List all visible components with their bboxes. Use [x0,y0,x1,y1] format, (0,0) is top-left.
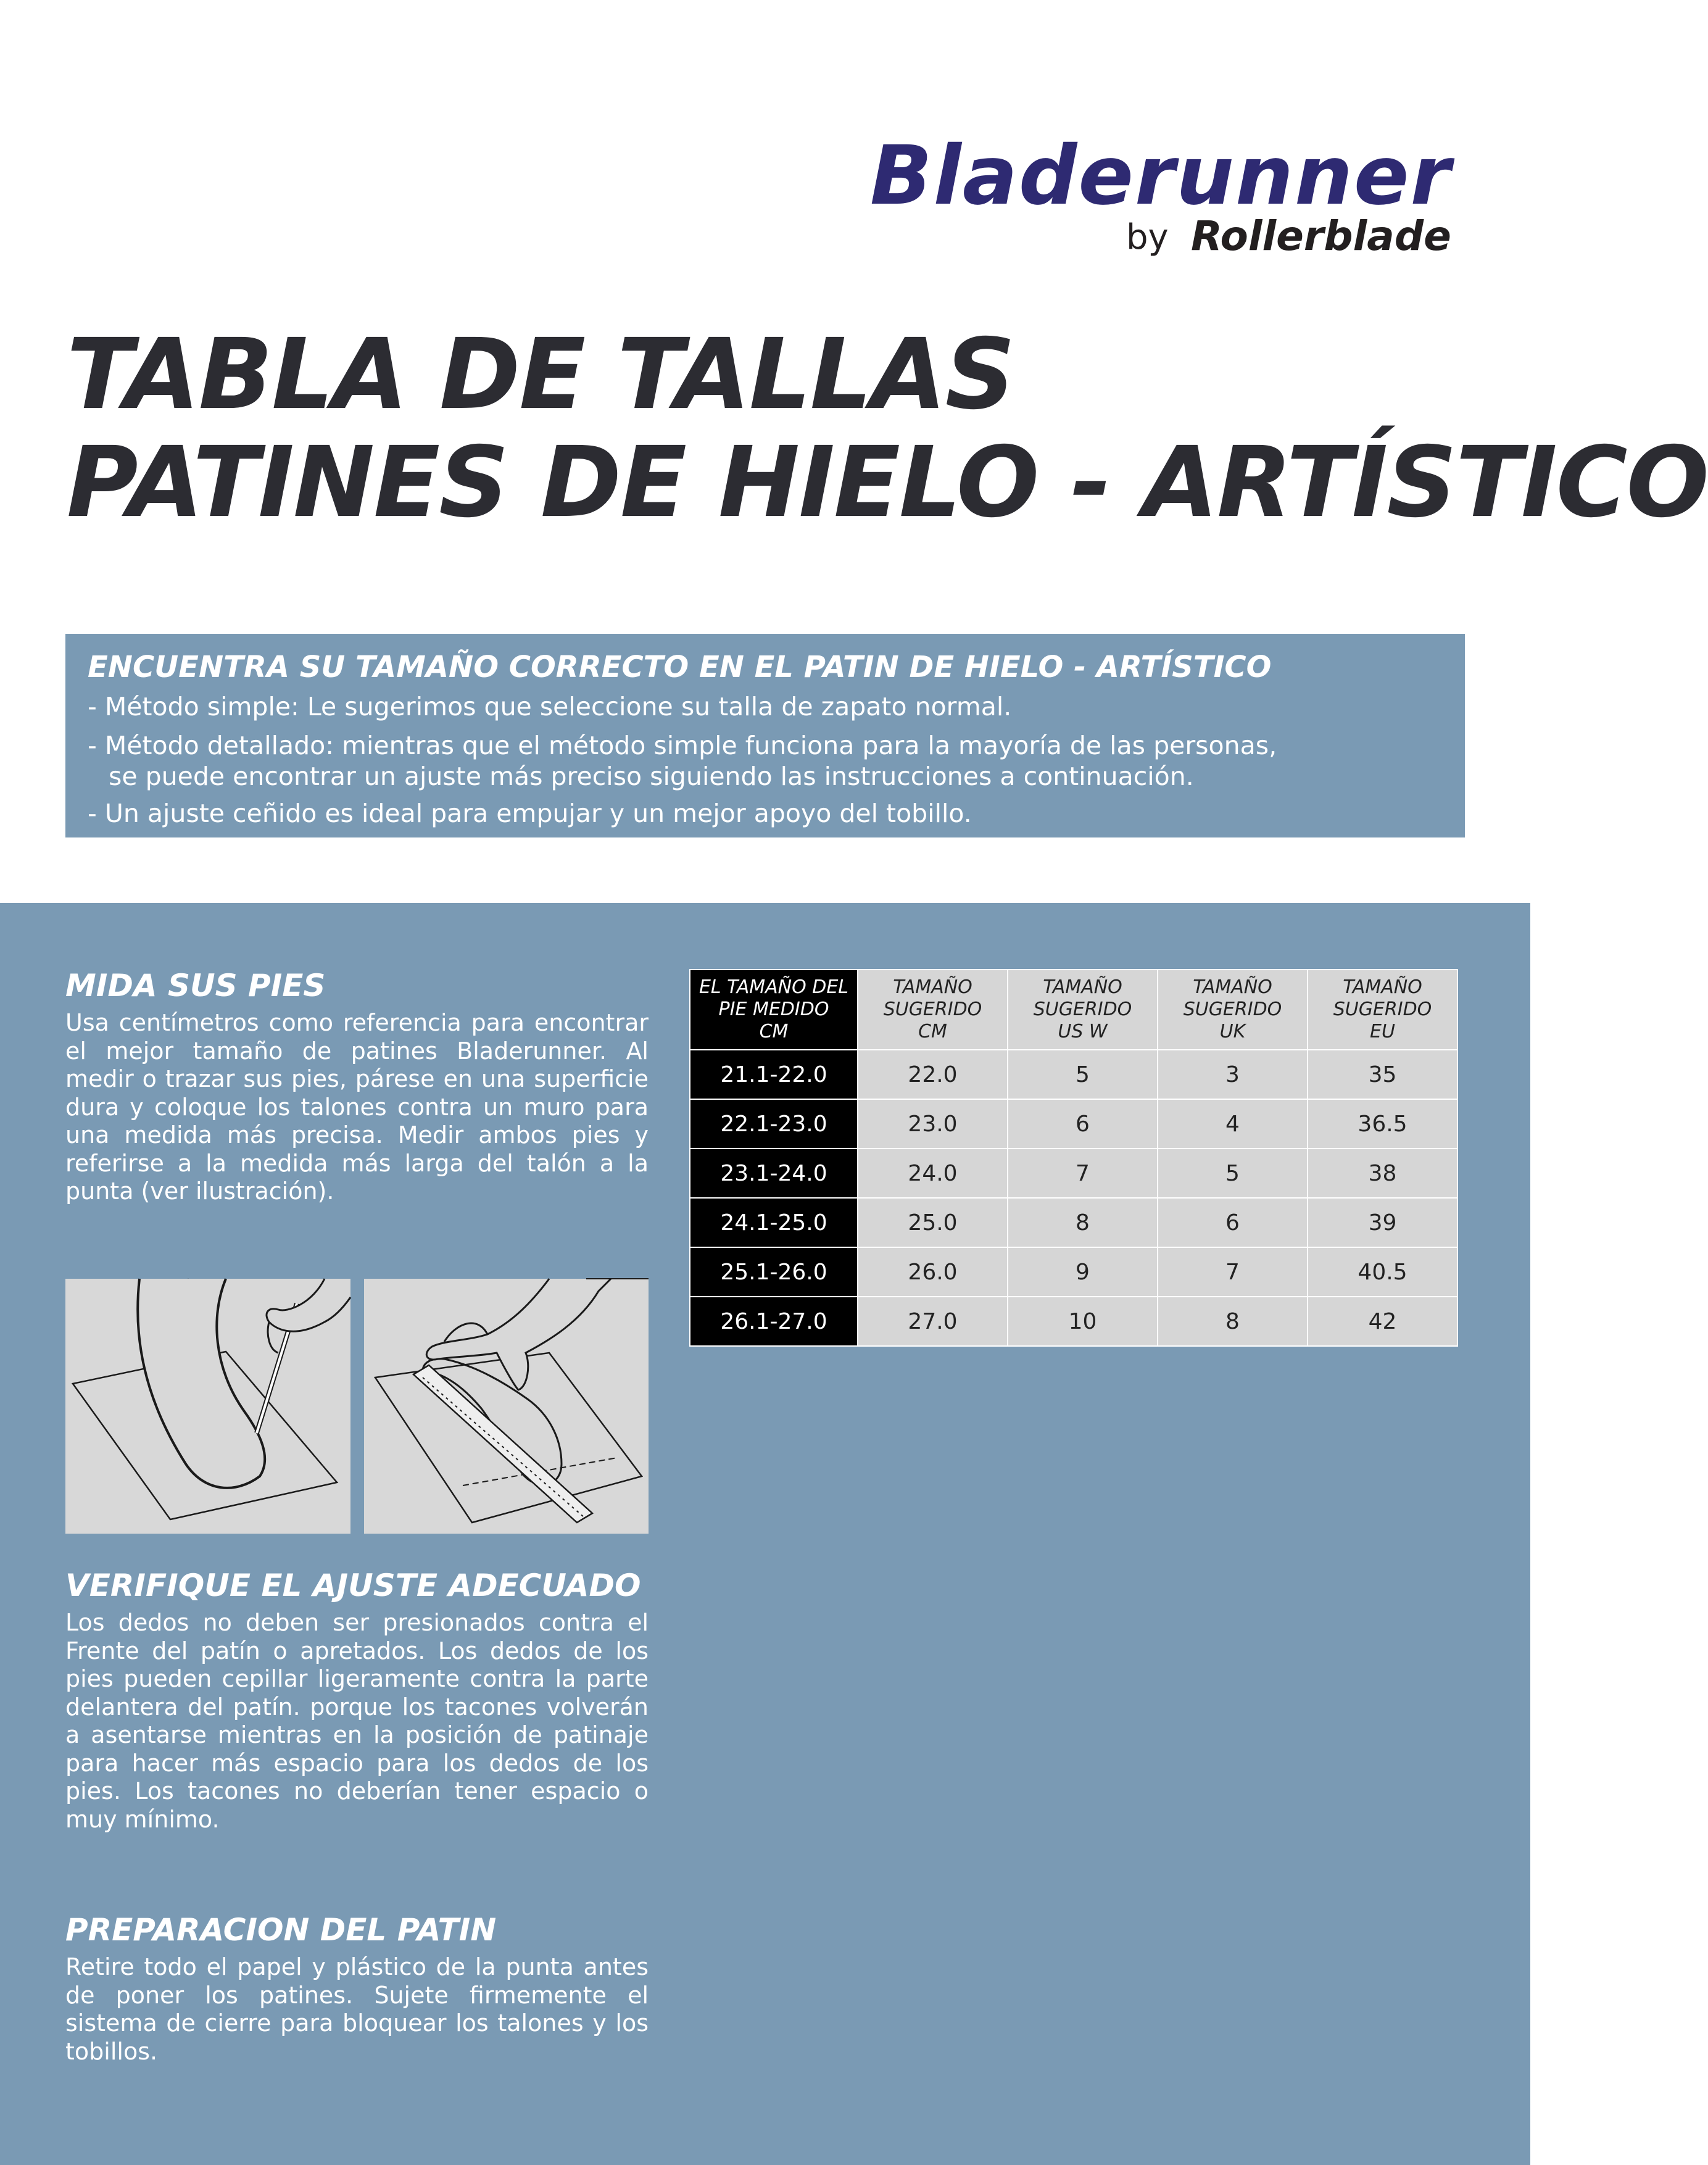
page-title-line2: PATINES DE HIELO - ARTÍSTICO [67,426,1708,539]
brand-logo: Bladerunner [870,128,1452,223]
table-row [690,1198,1457,1247]
suggested-cm-cell: 23.0 [858,1099,1008,1149]
foot-measure-drawing [364,1279,649,1534]
suggested-us-w-cell: 7 [1008,1149,1158,1198]
suggested-us-w-cell: 5 [1008,1050,1158,1099]
page-title-line1: TABLA DE TALLAS [67,318,1014,431]
header-line: TAMAÑO [1193,976,1272,998]
suggested-eu-cell: 36.5 [1308,1099,1457,1149]
measured-cm-cell: 21.1-22.0 [690,1050,858,1099]
measured-cm-cell: 22.1-23.0 [690,1099,858,1149]
suggested-us-w-cell: 6 [1008,1099,1158,1149]
suggested-eu-cell: 40.5 [1308,1247,1457,1297]
suggested-uk-cell: 3 [1158,1050,1308,1099]
intro-item: se puede encontrar un ajuste más preciso siguiendo las instrucciones a continuación. [109,762,1194,791]
suggested-uk-cell: 6 [1158,1198,1308,1247]
header-line: CM [759,1021,789,1042]
suggested-uk-cell: 5 [1158,1149,1308,1198]
size-chart-table [689,969,1458,1347]
header-line: CM [918,1021,947,1042]
measured-cm-cell: 25.1-26.0 [690,1247,858,1297]
column-header-measured-cm [690,970,858,1050]
intro-item: - Método detallado: mientras que el método simple funciona para la mayoría de las personas, [88,731,1277,760]
column-header-suggested-cm [858,970,1008,1050]
section-heading-fit: VERIFIQUE EL AJUSTE ADECUADO [65,1568,641,1603]
suggested-eu-cell: 38 [1308,1149,1457,1198]
table-row [690,1149,1457,1198]
table-row [690,1297,1457,1346]
column-header-suggested-us-w [1008,970,1158,1050]
header-line: SUGERIDO [1183,999,1282,1020]
suggested-cm-cell: 25.0 [858,1198,1008,1247]
intro-item: - Método simple: Le sugerimos que seleccione su talla de zapato normal. [88,692,1012,721]
suggested-cm-cell: 26.0 [858,1247,1008,1297]
section-heading-measure: MIDA SUS PIES [65,968,326,1004]
table-row [690,1099,1457,1149]
brand-logo-rollerblade: Rollerblade [1191,212,1451,260]
table-header-row [690,970,1457,1050]
column-header-suggested-uk [1158,970,1308,1050]
section-heading-prep: PREPARACION DEL PATIN [65,1912,497,1948]
header-line: EU [1370,1021,1395,1042]
suggested-cm-cell: 24.0 [858,1149,1008,1198]
suggested-cm-cell: 27.0 [858,1297,1008,1346]
header-line: TAMAÑO [1343,976,1422,998]
measured-cm-cell: 23.1-24.0 [690,1149,858,1198]
suggested-us-w-cell: 10 [1008,1297,1158,1346]
header-line: US W [1058,1021,1108,1042]
suggested-uk-cell: 7 [1158,1247,1308,1297]
header-line: SUGERIDO [1033,999,1132,1020]
header-line: UK [1219,1021,1246,1042]
header-line: TAMAÑO [893,976,972,998]
header-line: TAMAÑO [1043,976,1122,998]
table-row [690,1247,1457,1297]
header-line: SUGERIDO [1333,999,1432,1020]
suggested-cm-cell: 22.0 [858,1050,1008,1099]
suggested-eu-cell: 39 [1308,1198,1457,1247]
suggested-us-w-cell: 9 [1008,1247,1158,1297]
suggested-uk-cell: 4 [1158,1099,1308,1149]
foot-trace-drawing [65,1279,350,1534]
suggested-uk-cell: 8 [1158,1297,1308,1346]
intro-box [65,634,1465,837]
header-line: PIE MEDIDO [718,999,829,1020]
measured-cm-cell: 26.1-27.0 [690,1297,858,1346]
brand-logo-by: by [1126,217,1169,257]
section-text-fit: Los dedos no deben ser presionados contra el Frente del patín o apretados. Los dedos de los pies pueden cepillar ligeramente contra la parte delantera del patín. porque los tacones volverán a asentarse mientras en la posición de patinaje para hacer más espacio para los dedos de los pies. Los tacones no deberían tener espacio o muy mínimo. [65,1609,649,1833]
measured-cm-cell: 24.1-25.0 [690,1198,858,1247]
intro-heading: ENCUENTRA SU TAMAÑO CORRECTO EN EL PATIN DE HIELO - ARTÍSTICO [88,650,1272,684]
suggested-eu-cell: 42 [1308,1297,1457,1346]
intro-item: - Un ajuste ceñido es ideal para empujar y un mejor apoyo del tobillo. [88,799,972,828]
table-row [690,1050,1457,1099]
suggested-us-w-cell: 8 [1008,1198,1158,1247]
foot-trace-illustration [65,1279,350,1534]
section-text-prep: Retire todo el papel y plástico de la punta antes de poner los patines. Sujete firmemente el sistema de cierre para bloquear los talones y los tobillos. [65,1953,649,2065]
foot-measure-illustration [364,1279,649,1534]
header-line: EL TAMAÑO DEL [699,976,849,998]
suggested-eu-cell: 35 [1308,1050,1457,1099]
column-header-suggested-eu [1308,970,1457,1050]
section-text-measure: Usa centímetros como referencia para encontrar el mejor tamaño de patines Bladerunner. Al medir o trazar sus pies, párese en una superficie dura y coloque los talones contra un muro para una medida más precisa. Medir ambos pies y referirse a la medida más larga del talón a la punta (ver ilustración). [65,1009,649,1205]
header-line: SUGERIDO [883,999,982,1020]
